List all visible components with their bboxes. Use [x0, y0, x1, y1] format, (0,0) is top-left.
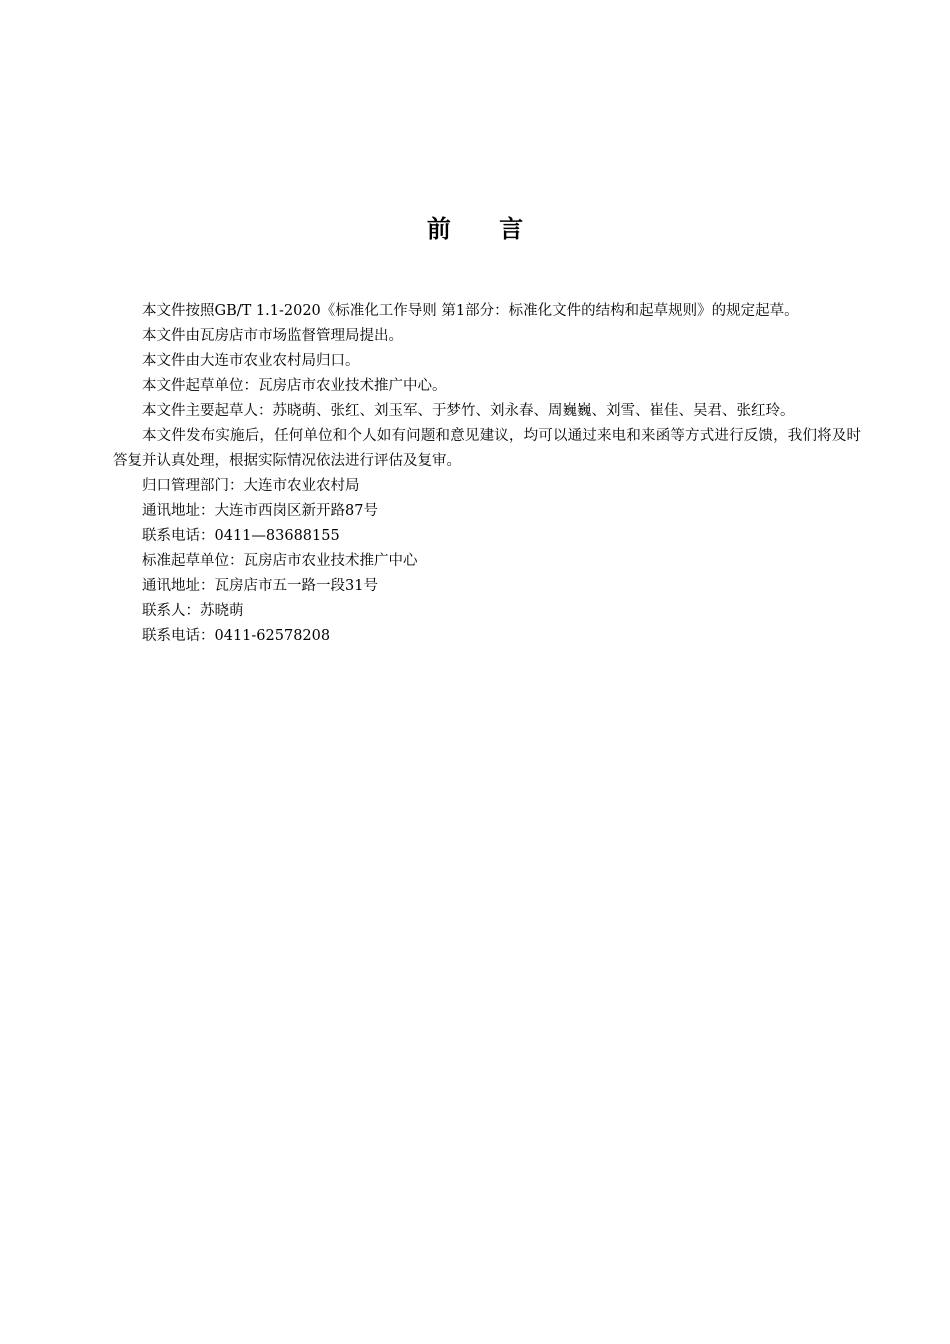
paragraph-drafting-rules: 本文件按照GB/T 1.1-2020《标准化工作导则 第1部分：标准化文件的结构和起草规则》的规定起草。	[142, 303, 799, 319]
paragraph-contact-phone: 联系电话：0411-62578208	[142, 628, 331, 644]
page-title: 前 言	[426, 215, 544, 243]
paragraph-drafting-unit: 本文件起草单位：瓦房店市农业技术推广中心。	[142, 378, 447, 394]
paragraph-contact-person: 联系人：苏晓萌	[142, 603, 244, 619]
paragraph-admin-address: 通讯地址：大连市西岗区新开路87号	[142, 503, 378, 519]
paragraph-feedback: 本文件发布实施后，任何单位和个人如有问题和意见建议，均可以通过来电和来函等方式进行反馈，我们将及时答复并认真处理，根据实际情况依法进行评估及复审。	[113, 428, 861, 469]
paragraph-administrator: 本文件由大连市农业农村局归口。	[142, 353, 360, 369]
paragraph-standard-drafting-unit: 标准起草单位：瓦房店市农业技术推广中心	[142, 553, 418, 569]
paragraph-main-drafters: 本文件主要起草人：苏晓萌、张红、刘玉军、于梦竹、刘永春、周巍巍、刘雪、崔佳、吴君、张红玲。	[142, 403, 795, 419]
paragraph-drafting-unit-address: 通讯地址：瓦房店市五一路一段31号	[142, 578, 378, 594]
paragraph-admin-phone: 联系电话：0411—83688155	[142, 528, 340, 544]
paragraph-proposer: 本文件由瓦房店市市场监督管理局提出。	[142, 328, 403, 344]
document-body	[113, 299, 861, 649]
paragraph-admin-department: 归口管理部门：大连市农业农村局	[142, 478, 360, 494]
